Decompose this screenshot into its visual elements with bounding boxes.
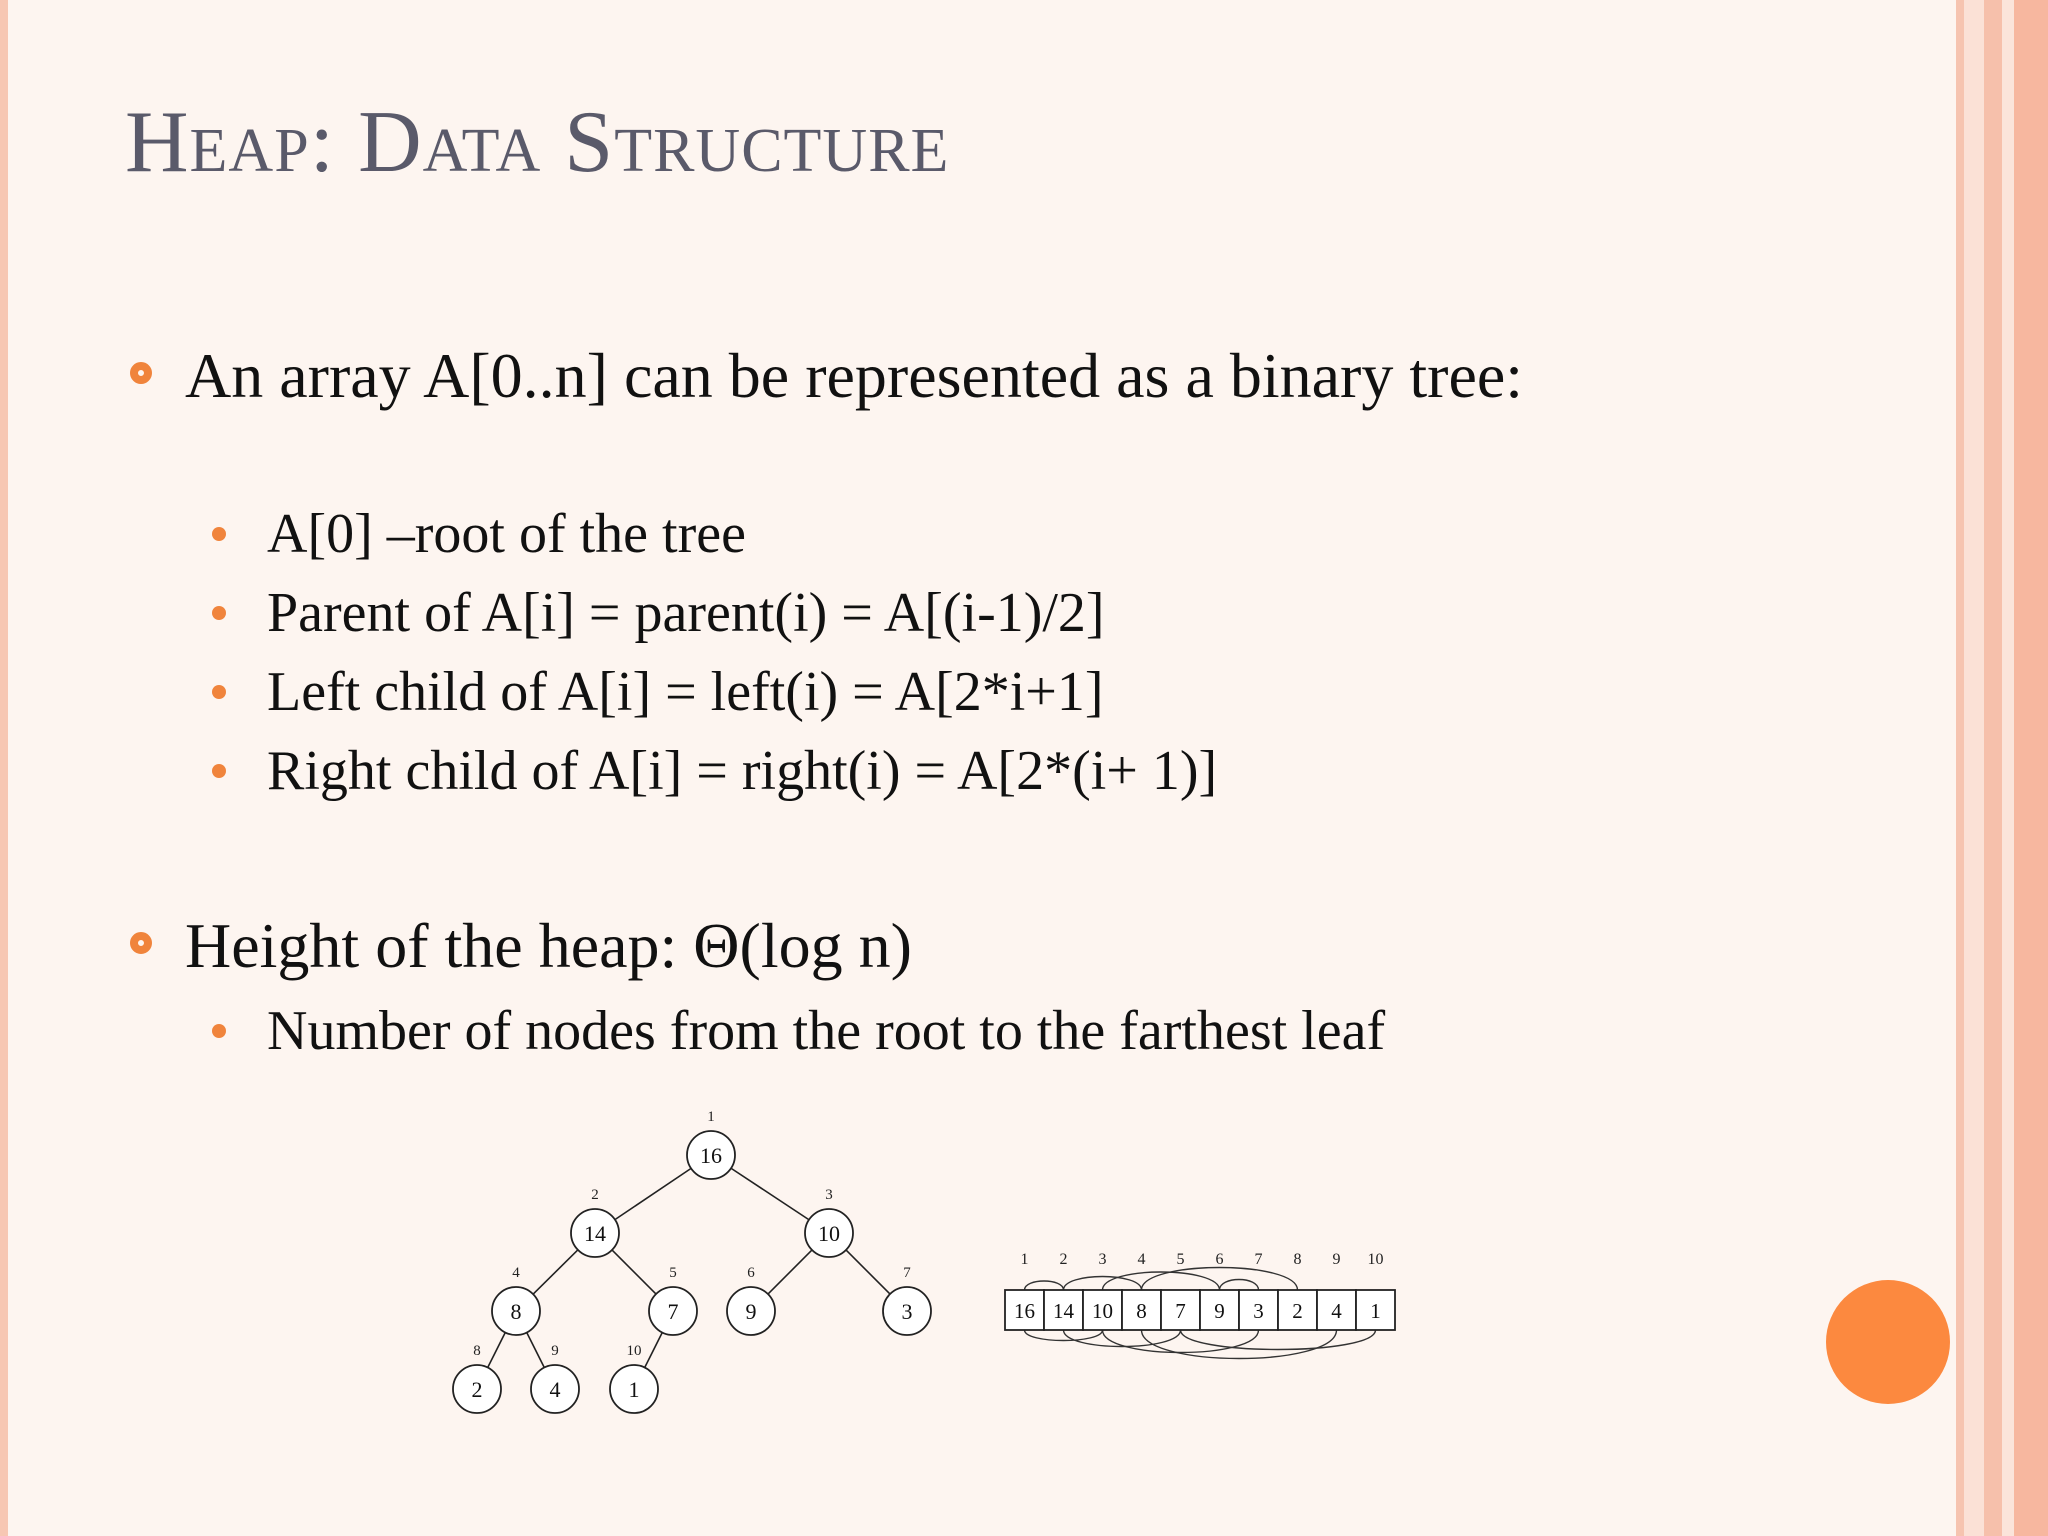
sub-bullet-node-count [267, 993, 1717, 1069]
tree-node-index: 2 [591, 1187, 599, 1203]
array-index-label: 9 [1332, 1251, 1341, 1268]
array-arc-bottom [1142, 1330, 1337, 1359]
tree-node-value: 7 [667, 1299, 679, 1324]
array-index-label: 6 [1215, 1251, 1224, 1268]
tree-edge [488, 1332, 506, 1367]
array-index-label: 3 [1098, 1251, 1107, 1268]
array-cell-value: 3 [1253, 1299, 1264, 1323]
hollow-circle-bullet-icon [130, 932, 152, 954]
sub-bullet-left-child [267, 654, 1717, 730]
sub-bullet-text: A[0] –root of the tree [267, 503, 746, 565]
tree-node [571, 1187, 619, 1257]
array-arc-bottom [1181, 1330, 1376, 1350]
tree-node [531, 1343, 579, 1413]
tree-node-index: 4 [512, 1265, 520, 1281]
array-index-label: 4 [1137, 1251, 1146, 1268]
tree-edge [846, 1250, 890, 1294]
array-index-label: 5 [1176, 1251, 1185, 1268]
tree-node-value: 8 [510, 1299, 522, 1324]
array-cell-value: 9 [1214, 1299, 1225, 1323]
tree-edge [533, 1250, 578, 1294]
array-cell-value: 7 [1175, 1299, 1186, 1323]
tree-edge [645, 1332, 663, 1367]
tree-node-value: 4 [549, 1377, 561, 1402]
tree-node-value: 14 [584, 1221, 606, 1246]
tree-node-index: 10 [626, 1343, 642, 1359]
array-cell-value: 2 [1292, 1299, 1303, 1323]
array-arc-bottom [1064, 1330, 1181, 1347]
tree-node-value: 3 [901, 1299, 913, 1324]
right-border-stripe-2 [1964, 0, 1984, 1536]
tree-node-index: 8 [473, 1343, 481, 1359]
sub-bullet-text: Parent of A[i] = parent(i) = A[(i-1)/2] [267, 582, 1105, 644]
tree-edge [615, 1168, 691, 1219]
tree-node [687, 1109, 735, 1179]
tree-node-value: 16 [700, 1143, 722, 1168]
right-border-stripe-1 [1956, 0, 1964, 1536]
tree-node [727, 1265, 775, 1335]
sub-bullet-text: Right child of A[i] = right(i) = A[2*(i+ 1)] [267, 740, 1218, 802]
decorative-orange-circle [1826, 1280, 1950, 1404]
array-cell-value: 10 [1092, 1299, 1113, 1323]
dot-bullet-icon [212, 764, 226, 778]
tree-node [883, 1265, 931, 1335]
array-cell-value: 8 [1136, 1299, 1147, 1323]
tree-node-value: 10 [818, 1221, 840, 1246]
tree-node [649, 1265, 697, 1335]
tree-edge [768, 1250, 812, 1294]
tree-node [610, 1343, 658, 1413]
heap-array-diagram [995, 1240, 1405, 1360]
array-index-label: 10 [1367, 1251, 1384, 1268]
dot-bullet-icon [212, 1024, 226, 1038]
hollow-circle-bullet-icon [130, 362, 152, 384]
dot-bullet-icon [212, 527, 226, 541]
right-border-stripe-3 [1984, 0, 2002, 1536]
array-index-label: 2 [1059, 1251, 1068, 1268]
tree-node-value: 2 [471, 1377, 483, 1402]
array-cell-value: 14 [1053, 1299, 1074, 1323]
tree-edge [527, 1332, 545, 1367]
tree-node-index: 5 [669, 1265, 677, 1281]
array-arc-top [1025, 1281, 1064, 1290]
array-arc-bottom [1103, 1330, 1259, 1353]
right-border-stripe-4 [2002, 0, 2014, 1536]
tree-node-index: 9 [551, 1343, 559, 1359]
dot-bullet-icon [212, 685, 226, 699]
sub-bullet-parent [267, 575, 1717, 651]
array-index-label: 8 [1293, 1251, 1302, 1268]
bullet-array-representation [185, 338, 1745, 414]
tree-node-index: 3 [825, 1187, 833, 1203]
left-border-stripe [0, 0, 8, 1536]
tree-node [492, 1265, 540, 1335]
dot-bullet-icon [212, 606, 226, 620]
tree-node [453, 1343, 501, 1413]
array-cell-value: 16 [1014, 1299, 1035, 1323]
tree-node-value: 1 [628, 1377, 640, 1402]
right-border-stripe-5 [2014, 0, 2048, 1536]
array-cell-value: 1 [1370, 1299, 1381, 1323]
tree-edge [731, 1168, 809, 1220]
tree-node-value: 9 [745, 1299, 757, 1324]
heap-tree-diagram [420, 1090, 960, 1430]
sub-bullet-right-child [267, 733, 1717, 809]
slide-title: Heap: Data Structure [125, 94, 950, 191]
tree-node-index: 7 [903, 1265, 911, 1281]
sub-bullet-text: Number of nodes from the root to the farthest leaf [267, 1000, 1386, 1062]
array-arc-top [1142, 1268, 1298, 1291]
tree-node-index: 6 [747, 1265, 755, 1281]
array-arc-top [1220, 1280, 1259, 1291]
tree-node [805, 1187, 853, 1257]
array-index-label: 7 [1254, 1251, 1263, 1268]
array-cells [1005, 1251, 1395, 1330]
tree-node-index: 1 [707, 1109, 715, 1125]
array-index-label: 1 [1020, 1251, 1029, 1268]
tree-nodes [453, 1109, 931, 1413]
sub-bullet-text: Left child of A[i] = left(i) = A[2*i+1] [267, 661, 1104, 723]
tree-edge [612, 1250, 656, 1294]
bullet-text: Height of the heap: Θ(log n) [185, 910, 912, 981]
bullet-text: An array A[0..n] can be represented as a binary tree: [185, 340, 1524, 411]
bullet-heap-height [185, 908, 1745, 984]
array-cell-value: 4 [1331, 1299, 1342, 1323]
sub-bullet-root [267, 496, 1717, 572]
